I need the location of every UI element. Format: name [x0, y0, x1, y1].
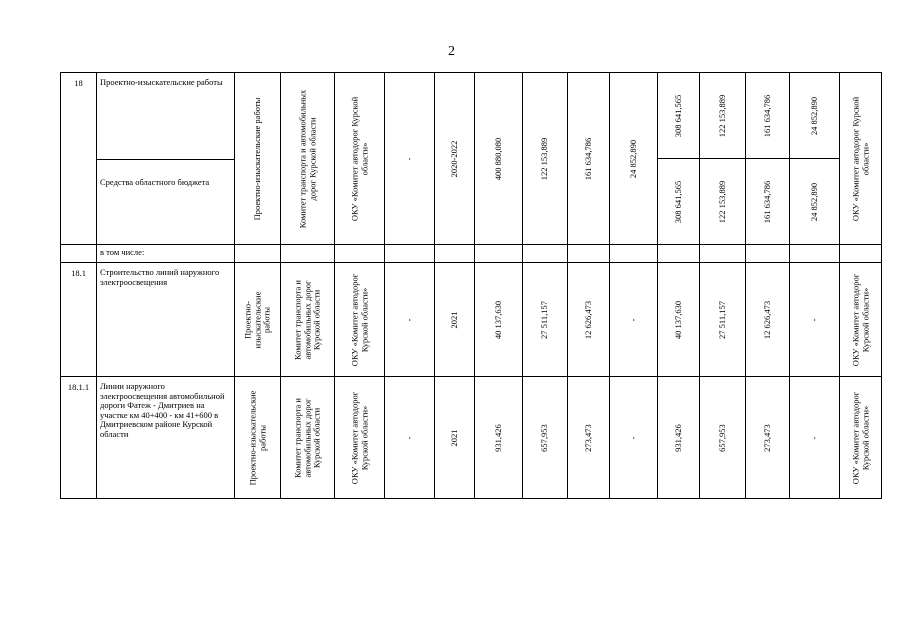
value-cell — [523, 73, 568, 245]
responsible: ОКУ «Комитет автодорог Курской области» — [849, 391, 870, 484]
responsible: ОКУ «Комитет автодорог Курской области» — [849, 273, 870, 366]
executor: ОКУ «Комитет автодорог Курской области» — [348, 391, 369, 484]
work-type-cell — [235, 377, 281, 499]
fb-2021-top: 161 634,786 — [761, 94, 772, 137]
value-cell — [790, 263, 840, 377]
years-cell — [435, 73, 475, 245]
item-name: Строительство линий наружного электроосвещения — [97, 263, 235, 377]
value-2020: 122 153,889 — [539, 137, 550, 180]
work-type-cell — [235, 263, 281, 377]
capacity-cell — [385, 263, 435, 377]
table-row — [61, 245, 882, 263]
value: 12 626,473 — [582, 300, 593, 339]
value-cell — [790, 377, 840, 499]
total-cell — [475, 73, 523, 245]
value-cell — [746, 263, 790, 377]
capacity: - — [403, 436, 414, 439]
responsible: ОКУ «Комитет автодорог Курской области» — [849, 96, 870, 221]
value-cell — [700, 263, 746, 377]
responsible-cell — [840, 73, 882, 245]
responsible-cell — [840, 263, 882, 377]
value: - — [627, 318, 638, 321]
value-cell — [658, 377, 700, 499]
value: 40 137,630 — [672, 300, 683, 339]
work-type: Проектно-изыскательские работы — [246, 390, 267, 485]
value-cell — [658, 263, 700, 377]
split-cell — [658, 73, 700, 245]
page-number: 2 — [448, 44, 455, 59]
executor-cell — [335, 377, 385, 499]
work-type: Проектно-изыскательские работы — [242, 291, 272, 348]
executor-cell — [335, 263, 385, 377]
table-row — [61, 263, 882, 377]
fb-2020-bottom: 122 153,889 — [716, 180, 727, 223]
work-type-cell — [235, 73, 281, 245]
value: 27 511,157 — [539, 300, 550, 339]
funding-source: Средства областного бюджета — [100, 177, 210, 187]
value: - — [808, 436, 819, 439]
value: 12 626,473 — [761, 300, 772, 339]
executor: ОКУ «Комитет автодорог Курской области» — [348, 96, 369, 221]
value-cell — [610, 377, 658, 499]
total-cell — [475, 377, 523, 499]
value: - — [808, 318, 819, 321]
years: 2021 — [448, 311, 459, 328]
customer: Комитет транспорта и автомобильных дорог Курской области — [296, 89, 317, 228]
value: 273,473 — [582, 423, 593, 452]
value-cell — [610, 73, 658, 245]
total-value: 931,426 — [492, 423, 503, 452]
value-2022: 24 852,890 — [627, 139, 638, 178]
table-row — [61, 377, 882, 499]
split-cell — [790, 73, 840, 245]
total-value: 40 137,630 — [492, 300, 503, 339]
item-name: Проектно-изыскательские работы — [100, 77, 223, 87]
value: 273,473 — [761, 423, 772, 452]
executor: ОКУ «Комитет автодорог Курской области» — [348, 273, 369, 366]
split-cell — [746, 73, 790, 245]
customer: Комитет транспорта и автомобильных дорог Курской области — [292, 397, 322, 478]
responsible-cell — [840, 377, 882, 499]
customer-cell — [281, 263, 335, 377]
split-cell — [700, 73, 746, 245]
fb-2020-top: 122 153,889 — [716, 94, 727, 137]
value-cell — [568, 263, 610, 377]
value-cell — [523, 263, 568, 377]
value: 657,953 — [716, 423, 727, 452]
including-label: в том числе: — [97, 245, 235, 263]
value-2021: 161 634,786 — [582, 137, 593, 180]
years: 2021 — [448, 429, 459, 446]
row-number: 18.1.1 — [61, 377, 97, 499]
customer: Комитет транспорта и автомобильных дорог Курской области — [292, 279, 322, 360]
years: 2020-2022 — [448, 140, 459, 177]
value: 657,953 — [539, 423, 550, 452]
value-cell — [746, 377, 790, 499]
executor-cell — [335, 73, 385, 245]
customer-cell — [281, 73, 335, 245]
value-cell — [523, 377, 568, 499]
fb-2022-bottom: 24 852,890 — [808, 182, 819, 221]
value: - — [627, 436, 638, 439]
item-name: Линии наружного электроосвещения автомобильной дороги Фатеж - Дмитриев на участке км 40+400 - км 41+600 в Дмитриевском районе Курской области — [97, 377, 235, 499]
program-table — [60, 72, 882, 499]
table-row — [61, 73, 882, 245]
fb-2022-top: 24 852,890 — [808, 96, 819, 135]
years-cell — [435, 263, 475, 377]
capacity-cell — [385, 377, 435, 499]
fb-total-bottom: 308 641,565 — [672, 180, 683, 223]
work-type: Проектно-изыскательские работы — [251, 97, 262, 220]
fb-2021-bottom: 161 634,786 — [761, 180, 772, 223]
value: 27 511,157 — [716, 300, 727, 339]
value-cell — [568, 377, 610, 499]
value-cell — [700, 377, 746, 499]
row-number: 18 — [61, 73, 97, 245]
value: 931,426 — [672, 423, 683, 452]
value-cell — [568, 73, 610, 245]
total-value: 400 880,080 — [492, 137, 503, 180]
item-name-cell — [97, 73, 235, 245]
capacity: - — [403, 157, 414, 160]
capacity: - — [403, 318, 414, 321]
row-number: 18.1 — [61, 263, 97, 377]
fb-total-top: 308 641,565 — [672, 94, 683, 137]
value-cell — [610, 263, 658, 377]
capacity-cell — [385, 73, 435, 245]
years-cell — [435, 377, 475, 499]
total-cell — [475, 263, 523, 377]
customer-cell — [281, 377, 335, 499]
